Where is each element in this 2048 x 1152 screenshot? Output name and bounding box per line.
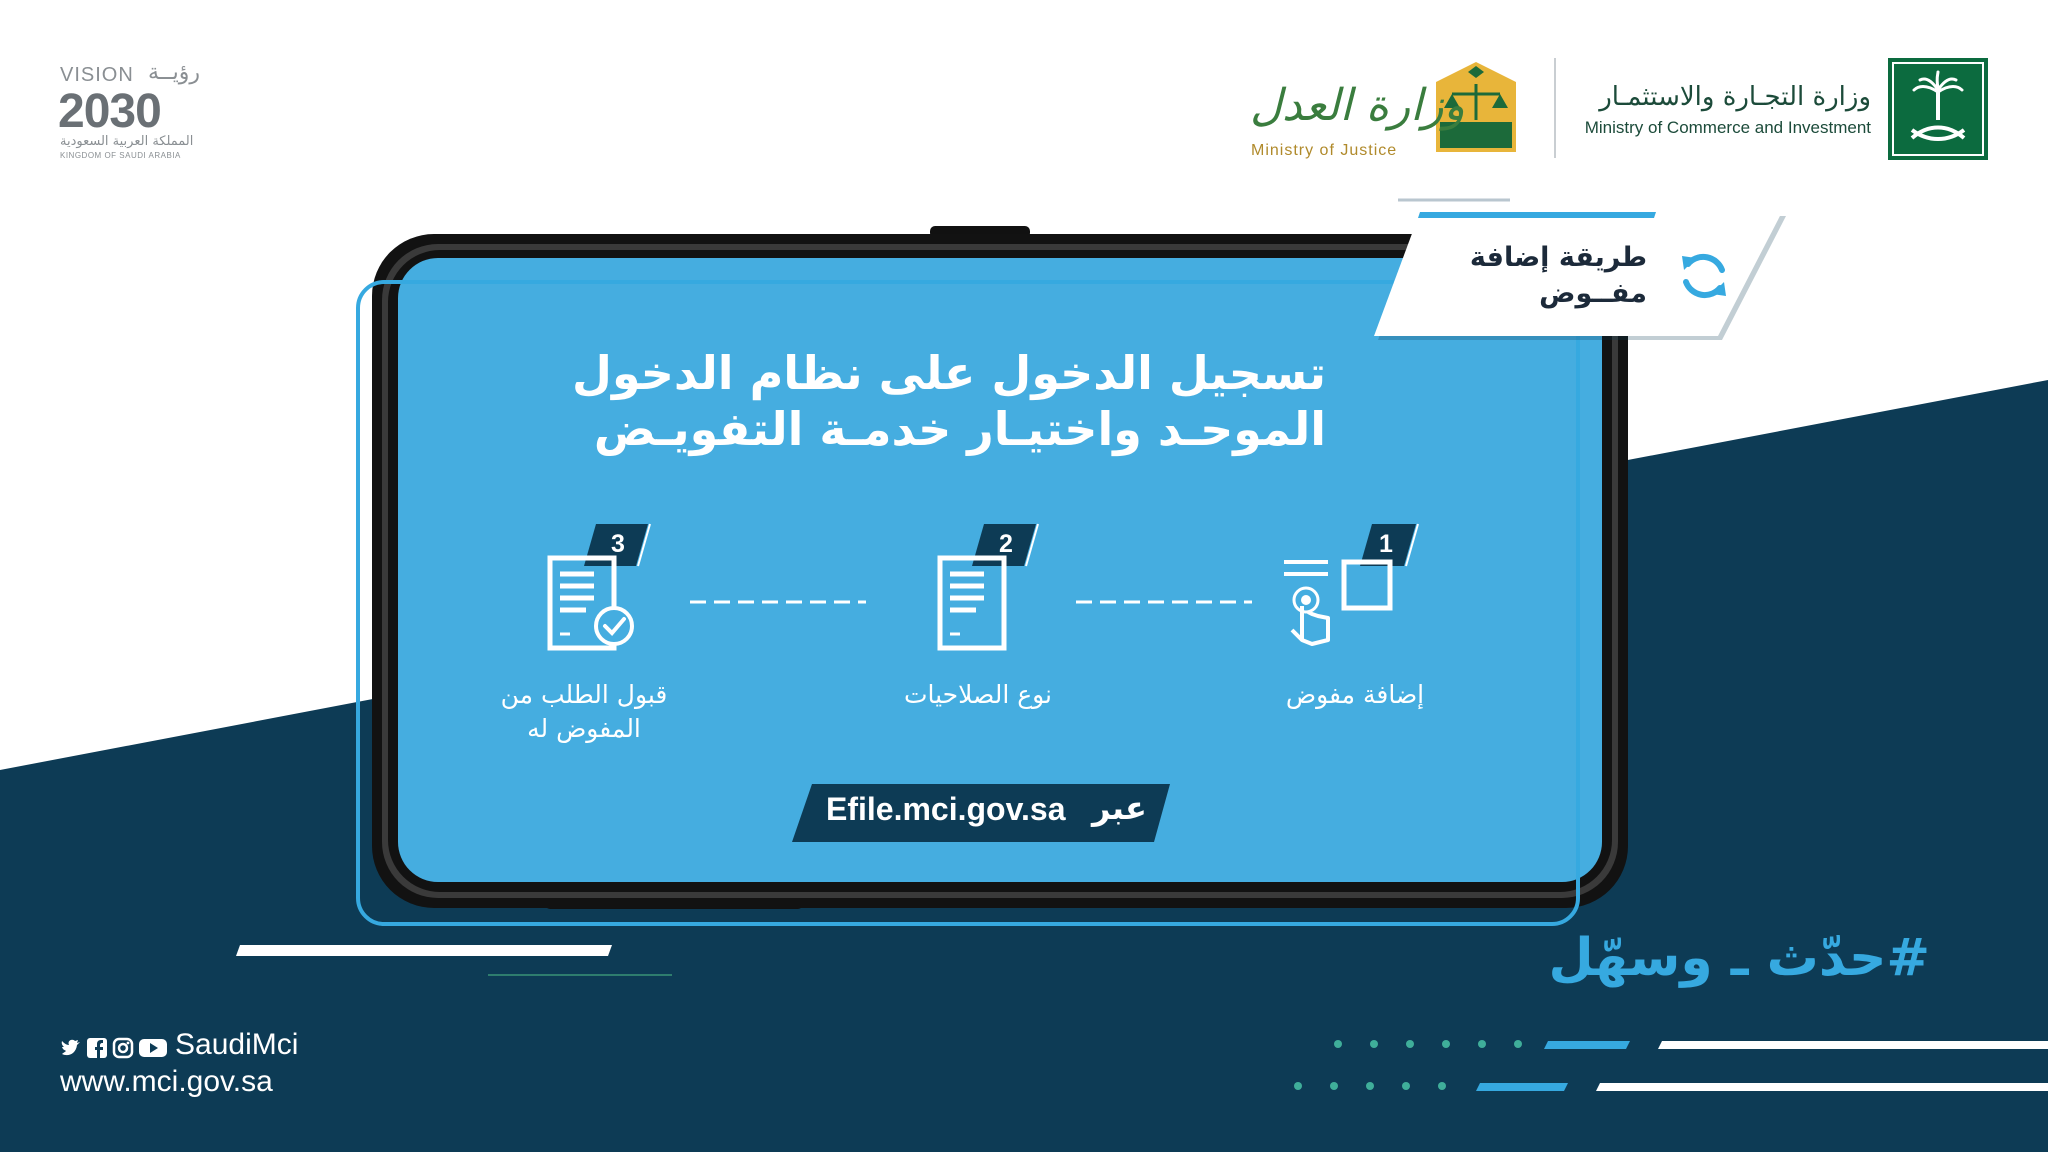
vision-label-ar: رؤيــة	[148, 60, 201, 85]
vision-kingdom-en: KINGDOM OF SAUDI ARABIA	[60, 151, 181, 160]
title-line-2: الموحـد واختيـار خدمـة التفويـض	[593, 402, 1326, 456]
social-handle[interactable]: SaudiMci	[175, 1028, 299, 1061]
instagram-icon[interactable]	[112, 1037, 134, 1059]
social-icons	[60, 1037, 168, 1059]
url-text[interactable]: Efile.mci.gov.sa	[826, 791, 1066, 827]
step-1-label: إضافة مفوض	[1285, 680, 1425, 709]
moj-name-ar: وزارة العدل	[1250, 80, 1465, 131]
vision-label-en: VISION	[60, 64, 134, 86]
hashtag[interactable]: #حدّث ـ وسهّل	[1548, 928, 1930, 988]
tag-line-1: طريقة إضافة	[1469, 242, 1647, 273]
vision-year: 2030	[58, 85, 161, 138]
tag-line-2: مفــوض	[1539, 278, 1647, 309]
title-line-1: تسجيل الدخول على نظام الدخول	[572, 346, 1326, 400]
step-3-label-line-1: قبول الطلب من	[500, 680, 668, 709]
step-3-number: 3	[611, 530, 625, 558]
facebook-icon[interactable]	[86, 1037, 108, 1059]
moj-name-en: Ministry of Justice	[1251, 142, 1398, 159]
step-1-number: 1	[1379, 530, 1393, 558]
twitter-icon[interactable]	[60, 1037, 82, 1059]
mci-name-en: Ministry of Commerce and Investment	[1584, 118, 1871, 137]
mci-name-ar: وزارة التجـارة والاستثمـار	[1599, 82, 1871, 112]
step-2-label: نوع الصلاحيات	[903, 680, 1053, 709]
step-2-number: 2	[999, 530, 1013, 558]
via-text: عبر	[1092, 789, 1147, 827]
website-link[interactable]: www.mci.gov.sa	[60, 1065, 273, 1098]
step-3-label-line-2: المفوض له	[527, 714, 641, 743]
vision-kingdom-ar: المملكة العربية السعودية	[60, 134, 194, 149]
youtube-icon[interactable]	[138, 1037, 168, 1059]
